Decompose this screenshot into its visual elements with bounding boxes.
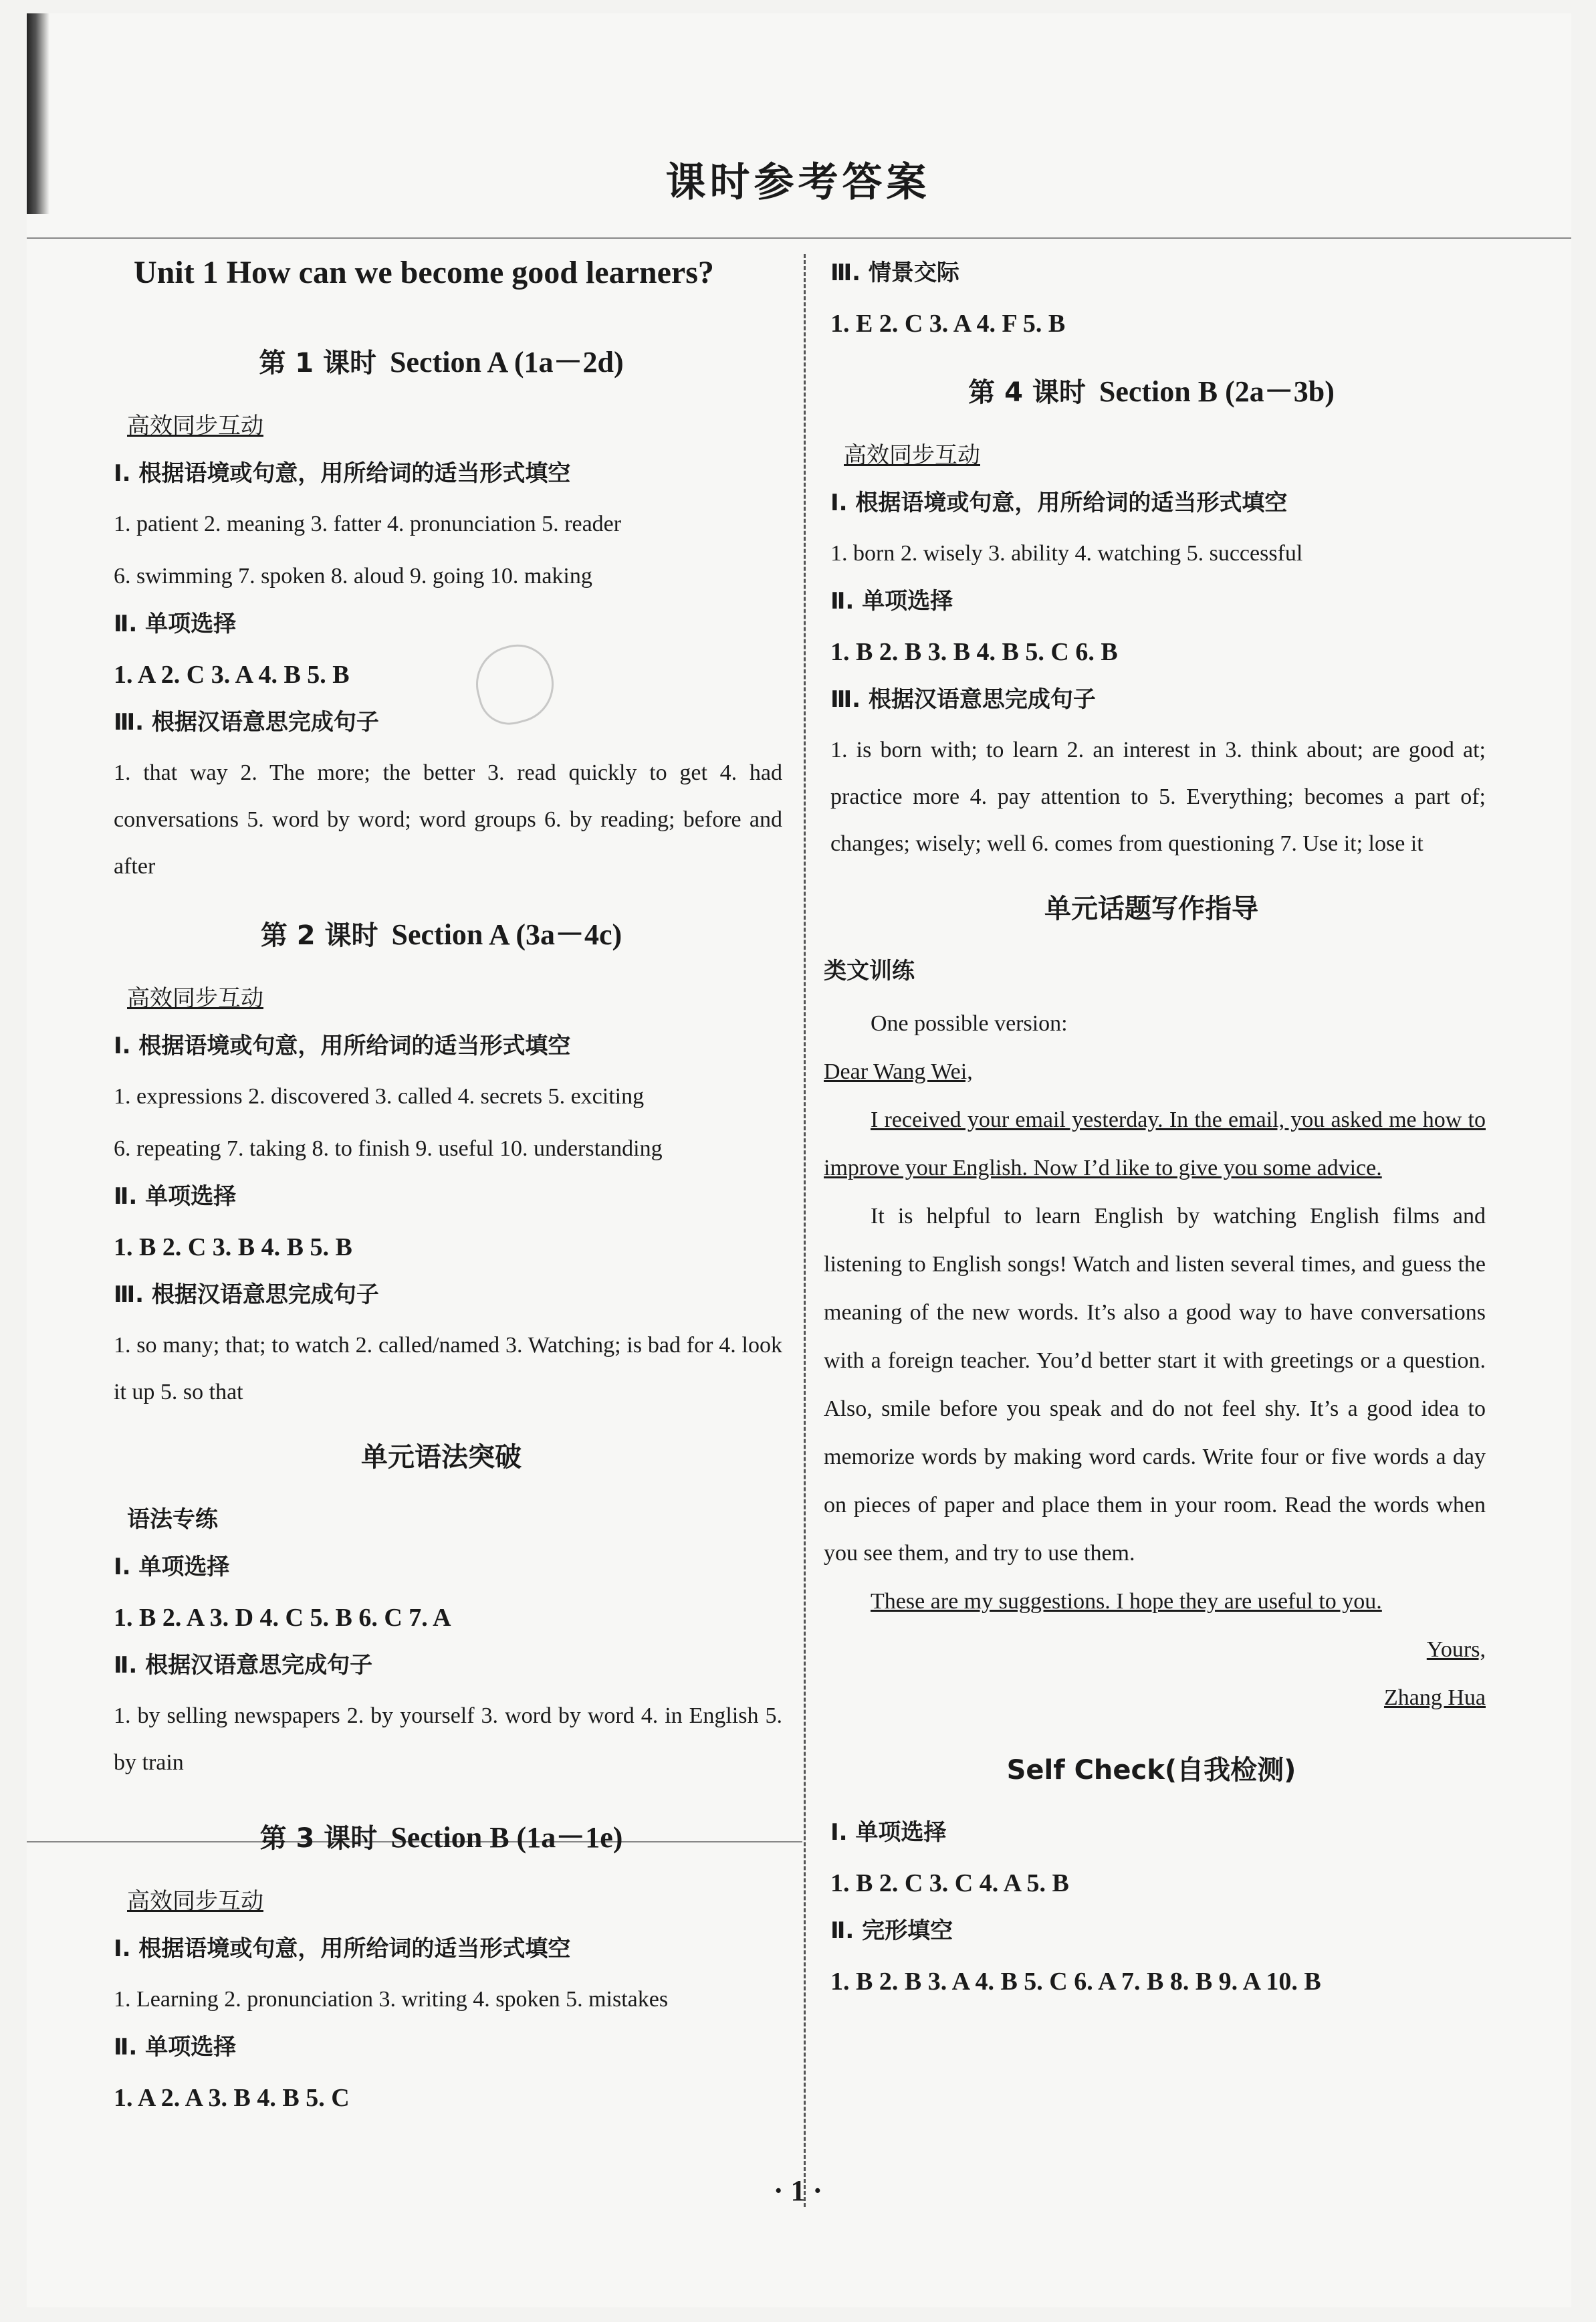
lesson-3-q2: Ⅱ. 单项选择 <box>114 2034 237 2061</box>
lesson-2-a3: 1. so many; that; to watch 2. called/named 3. Watching; is bad for 4. look it up 5. so that <box>114 1333 782 1404</box>
page-number: · 1 · <box>773 2174 823 2207</box>
letter-salutation: Dear Wang Wei, <box>824 1059 973 1084</box>
lesson-3-q1: Ⅰ. 根据语境或句意，用所给词的适当形式填空 <box>114 1935 571 1962</box>
unit-title: Unit 1 How can we become good learners? <box>134 255 714 290</box>
grammar-q1: Ⅰ. 单项选择 <box>114 1554 230 1580</box>
letter-paragraph-3: These are my suggestions. I hope they are useful to you. <box>871 1589 1382 1614</box>
lesson-2-en: Section A (3a－4c) <box>391 918 622 951</box>
lesson-1-q2: Ⅱ. 单项选择 <box>114 611 237 637</box>
self-check-q1: Ⅰ. 单项选择 <box>830 1819 947 1846</box>
lesson-3-a3: 1. E 2. C 3. A 4. F 5. B <box>830 310 1066 338</box>
lesson-1-a1-line1: 1. patient 2. meaning 3. fatter 4. pronunciation 5. reader <box>114 512 622 536</box>
letter-signature: Zhang Hua <box>1383 1685 1486 1710</box>
writing-tag: 类文训练 <box>824 958 915 984</box>
self-check-a1: 1. B 2. C 3. C 4. A 5. B <box>830 1869 1069 1897</box>
lesson-1-q3: Ⅲ. 根据汉语意思完成句子 <box>114 709 379 736</box>
lesson-2-heading <box>100 910 782 953</box>
lesson-4-en: Section B (2a－3b) <box>1099 375 1335 408</box>
lesson-3-a1: 1. Learning 2. pronunciation 3. writing 4. spoken 5. mistakes <box>114 1987 669 2012</box>
lesson-1-heading <box>100 338 782 381</box>
grammar-heading: 单元语法突破 <box>361 1442 522 1473</box>
lesson-3-a2: 1. A 2. A 3. B 4. B 5. C <box>114 2084 350 2112</box>
lesson-3-q3: Ⅲ. 情景交际 <box>830 259 959 286</box>
right-column <box>817 254 1486 2010</box>
self-check-heading: Self Check(自我检测) <box>1006 1755 1296 1786</box>
lesson-2-q3: Ⅲ. 根据汉语意思完成句子 <box>114 1281 379 1308</box>
grammar-tag: 语法专练 <box>127 1506 218 1533</box>
lesson-1-en: Section A (1a－2d) <box>390 346 624 379</box>
lesson-1-a1-line2: 6. swimming 7. spoken 8. aloud 9. going 10. making <box>114 564 592 589</box>
lesson-2-q1: Ⅰ. 根据语境或句意，用所给词的适当形式填空 <box>114 1033 571 1059</box>
left-column <box>100 254 782 2127</box>
grammar-a2: 1. by selling newspapers 2. by yourself 3. word by word 4. in English 5. by train <box>114 1703 782 1775</box>
self-check-q2: Ⅱ. 完形填空 <box>830 1917 953 1944</box>
lesson-2-a1-line2: 6. repeating 7. taking 8. to finish 9. useful 10. understanding <box>114 1136 663 1161</box>
lesson-3-en: Section B (1a－1e) <box>390 1821 623 1854</box>
lesson-2-a2: 1. B 2. C 3. B 4. B 5. B <box>114 1233 352 1261</box>
letter-closing: Yours, <box>1426 1637 1486 1662</box>
lesson-2-cn: 第 2 课时 <box>260 920 378 951</box>
top-divider <box>27 237 1571 239</box>
self-check-a2: 1. B 2. B 3. A 4. B 5. C 6. A 7. B 8. B 9. A 10. B <box>830 1968 1321 1996</box>
lesson-1-a2: 1. A 2. C 3. A 4. B 5. B <box>114 661 350 689</box>
lesson-2-a1-line1: 1. expressions 2. discovered 3. called 4. secrets 5. exciting <box>114 1084 645 1109</box>
lesson-2-q2: Ⅱ. 单项选择 <box>114 1183 237 1210</box>
lesson-1-q1: Ⅰ. 根据语境或句意，用所给词的适当形式填空 <box>114 460 571 487</box>
writing-heading: 单元话题写作指导 <box>1044 893 1258 924</box>
lesson-1-cn: 第 1 课时 <box>259 348 377 379</box>
lesson-4-heading <box>817 367 1486 410</box>
lesson-1-a3: 1. that way 2. The more; the better 3. read quickly to get 4. had conversations 5. word by word; word groups 6. by reading; before and after <box>114 760 782 879</box>
letter-paragraph-2: It is helpful to learn English by watching English films and listening to English songs! Watch and listen several times, and guess the meaning of the new words. It’s also a good way to have conversations with a foreign teacher. You’d better start it with greetings or a question. Also, smile before you speak and do not feel shy. It’s a good idea to memorize words by making word cards. Write four or five words a day on pieces of paper and place them in your room. Read the words when you see them, and try to use them. <box>824 1204 1486 1566</box>
column-divider <box>804 254 806 2207</box>
sample-letter <box>824 1000 1486 1722</box>
page-title: 课时参考答案 <box>665 159 931 206</box>
lesson-4-cn: 第 4 课时 <box>968 377 1086 408</box>
lesson-3-cn: 第 3 课时 <box>259 1823 378 1854</box>
grammar-a1: 1. B 2. A 3. D 4. C 5. B 6. C 7. A <box>114 1604 451 1632</box>
lesson-3-heading <box>100 1813 782 1856</box>
lesson-3-tag: 高效同步互动 <box>127 1888 263 1915</box>
lesson-4-q3: Ⅲ. 根据汉语意思完成句子 <box>830 686 1096 713</box>
lesson-2-tag: 高效同步互动 <box>127 985 263 1012</box>
letter-paragraph-1: I received your email yesterday. In the email, you asked me how to improve your English. Now I’d like to give you some advice. <box>824 1107 1486 1180</box>
lesson-4-a1: 1. born 2. wisely 3. ability 4. watching 5. successful <box>830 541 1303 566</box>
lesson-4-q2: Ⅱ. 单项选择 <box>830 588 953 615</box>
lesson-4-a2: 1. B 2. B 3. B 4. B 5. C 6. B <box>830 638 1118 666</box>
lesson-4-tag: 高效同步互动 <box>844 442 980 469</box>
lesson-4-q1: Ⅰ. 根据语境或句意，用所给词的适当形式填空 <box>830 490 1288 516</box>
letter-intro: One possible version: <box>871 1011 1068 1036</box>
lesson-1-tag: 高效同步互动 <box>127 413 263 439</box>
grammar-q2: Ⅱ. 根据汉语意思完成句子 <box>114 1652 373 1679</box>
lesson-4-a3: 1. is born with; to learn 2. an interest in 3. think about; are good at; practice more 4. pay attention to 5. Everything; becomes a part of; changes; wisely; well 6. comes from questioning 7. Use it; lose it <box>830 738 1486 856</box>
